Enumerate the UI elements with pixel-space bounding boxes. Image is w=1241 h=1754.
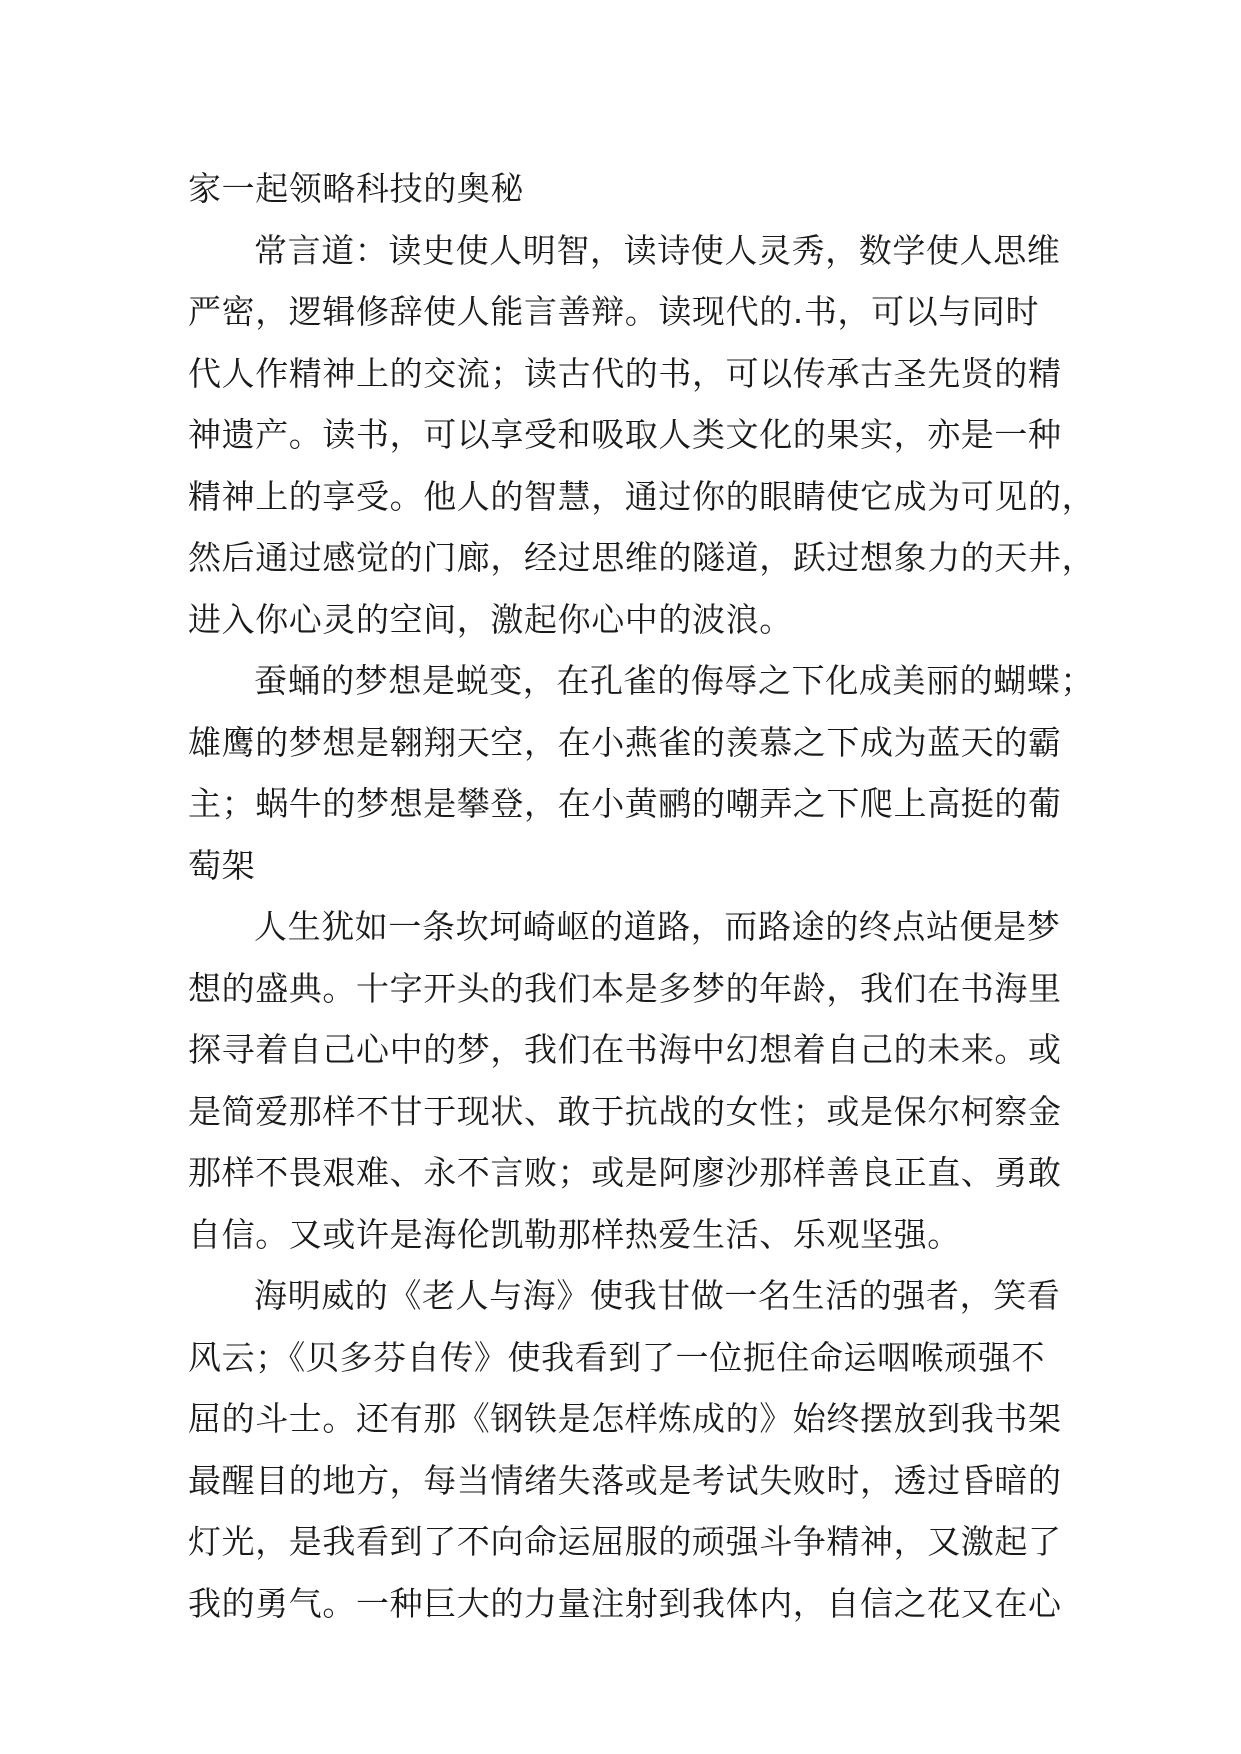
- text-line: 最醒目的地方，每当情绪失落或是考试失败时，透过昏暗的: [188, 1460, 1062, 1500]
- paragraph-first-line: 蚕蛹的梦想是蜕变，在孔雀的侮辱之下化成美丽的蝴蝶；: [254, 661, 1094, 700]
- text-line: 雄鹰的梦想是翱翔天空，在小燕雀的羡慕之下成为蓝天的霸: [188, 722, 1062, 762]
- text-line: 风云；《贝多芬自传》使我看到了一位扼住命运咽喉顽强不: [188, 1337, 1046, 1377]
- text-line: 代人作精神上的交流；读古代的书，可以传承古圣先贤的精: [188, 353, 1062, 393]
- paragraph-first-line: 海明威的《老人与海》使我甘做一名生活的强者，笑看: [254, 1276, 1061, 1315]
- text-line: 灯光，是我看到了不向命运屈服的顽强斗争精神，又激起了: [188, 1522, 1062, 1561]
- text-line: 主；蜗牛的梦想是攀登，在小黄鹂的嘲弄之下爬上高挺的葡: [188, 784, 1062, 823]
- paragraph-first-line: 人生犹如一条坎坷崎岖的道路，而路途的终点站便是梦: [254, 907, 1061, 946]
- paragraph-first-line: 常言道：读史使人明智，读诗使人灵秀，数学使人思维: [254, 230, 1061, 270]
- text-line: 想的盛典。十字开头的我们本是多梦的年龄，我们在书海里: [188, 968, 1062, 1008]
- text-line: 精神上的享受。他人的智慧，通过你的眼睛使它成为可见的，: [188, 476, 1096, 516]
- text-line: 严密，逻辑修辞使人能言善辩。读现代的.书，可以与同时: [188, 292, 1040, 331]
- text-line: 神遗产。读书，可以享受和吸取人类文化的果实，亦是一种: [188, 415, 1062, 454]
- text-line: 是简爱那样不甘于现状、敢于抗战的女性；或是保尔柯察金: [188, 1091, 1062, 1131]
- body-text: [188, 158, 1096, 1634]
- text-line: 家一起领略科技的奥秘: [188, 169, 524, 208]
- text-line: 进入你心灵的空间，激起你心中的波浪。: [188, 599, 793, 639]
- text-line: 自信。又或许是海伦凯勒那样热爱生活、乐观坚强。: [188, 1214, 961, 1254]
- text-line: 然后通过感觉的门廊，经过思维的隧道，跃过想象力的天井，: [188, 538, 1096, 577]
- text-line: 我的勇气。一种巨大的力量注射到我体内，自信之花又在心: [188, 1583, 1062, 1623]
- text-line: 萄架: [188, 845, 256, 885]
- text-line: 那样不畏艰难、永不言败；或是阿廖沙那样善良正直、勇敢: [188, 1153, 1062, 1192]
- text-line: 探寻着自己心中的梦，我们在书海中幻想着自己的未来。或: [188, 1030, 1062, 1069]
- text-line: 屈的斗士。还有那《钢铁是怎样炼成的》始终摆放到我书架: [188, 1399, 1062, 1438]
